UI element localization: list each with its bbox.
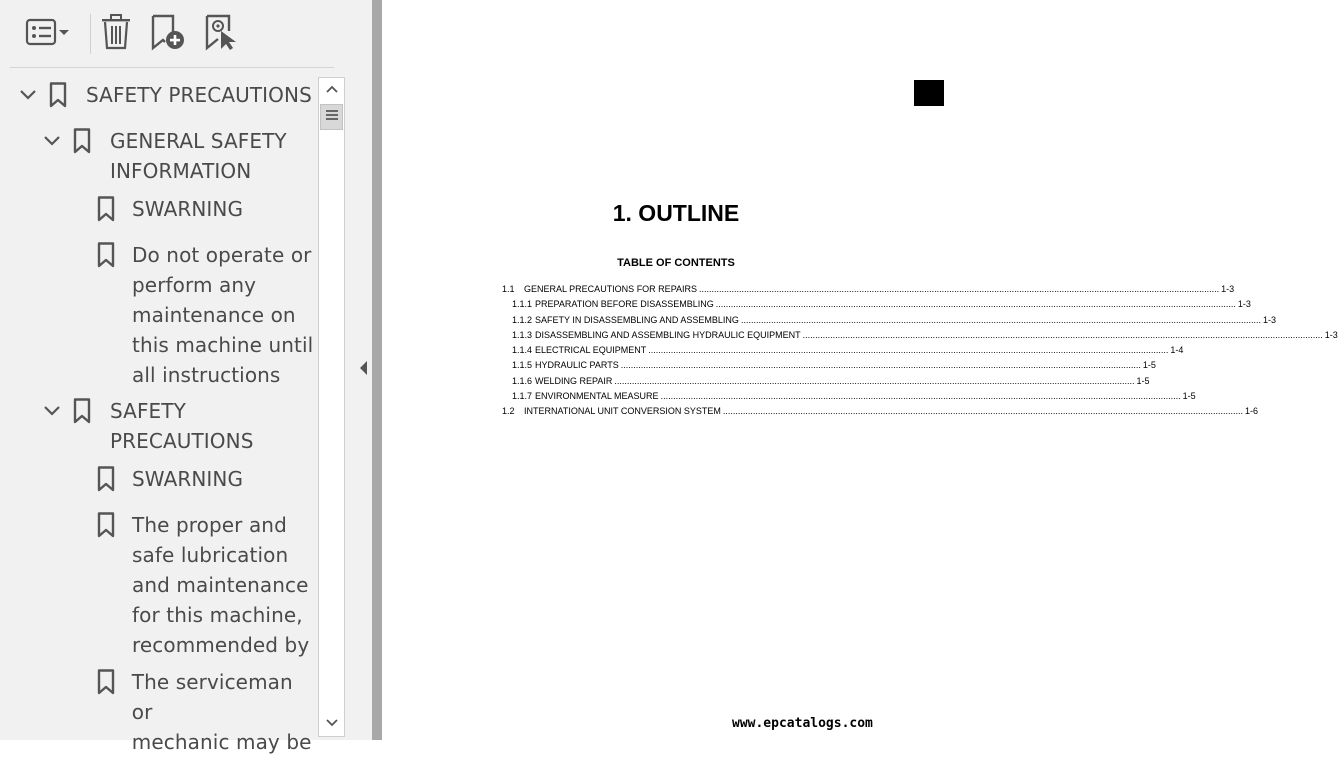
toc-entry[interactable]: 1.1.6 WELDING REPAIR ..... 1-5: [502, 376, 868, 391]
bookmark-tree: [0, 76, 318, 754]
grip-icon: [326, 108, 338, 126]
bookmark-icon: [96, 466, 116, 492]
bookmark-item[interactable]: [96, 242, 313, 390]
bookmark-icon: [72, 398, 92, 424]
bookmark-label: The serviceman or mechanic may be: [131, 670, 312, 754]
bookmark-label: Do not operate or perform any maintenance on this machine until all instructions: [132, 243, 314, 387]
toc-entry[interactable]: 1.1.1 PREPARATION BEFORE DISASSEMBLING ..... 1-3: [502, 299, 868, 314]
bookmark-add-icon: [149, 13, 187, 56]
bookmark-icon: [96, 512, 116, 538]
table-of-contents: [502, 284, 1338, 422]
collapse-left-icon: [359, 360, 369, 381]
bookmark-icon: [72, 128, 92, 154]
toc-leader-dots: [648, 345, 1168, 355]
bookmark-icon: [96, 242, 116, 268]
document-page: [382, 0, 1338, 740]
bookmark-item[interactable]: [18, 82, 312, 110]
bookmark-icon: [96, 196, 116, 222]
bookmark-label: SWARNING: [132, 467, 244, 491]
bookmark-label: SAFETY PRECAUTIONS: [110, 399, 254, 453]
bookmark-label: SAFETY PRECAUTIONS: [86, 83, 312, 107]
toc-entry[interactable]: 1.1.5 HYDRAULIC PARTS ..... 1-5: [502, 360, 868, 375]
bookmark-item[interactable]: [96, 466, 243, 494]
bookmark-item[interactable]: [96, 669, 318, 757]
list-options-icon: [25, 17, 71, 52]
bookmarks-panel: [0, 0, 356, 754]
toc-leader-dots: [614, 376, 1134, 386]
bookmarks-toolbar: [10, 2, 334, 68]
toc-leader-dots: [661, 391, 1181, 401]
bookmark-settings-icon: [203, 13, 241, 56]
new-bookmark-button[interactable]: [148, 14, 188, 54]
chevron-down-icon[interactable]: [42, 131, 62, 151]
page-edge-mark: [914, 80, 944, 106]
toc-leader-dots: [716, 299, 1236, 309]
trash-icon: [100, 13, 132, 56]
page-title: 1. OUTLINE: [612, 200, 740, 226]
chevron-up-icon: [325, 81, 339, 99]
toc-leader-dots: [699, 284, 1219, 294]
bookmark-settings-button[interactable]: [202, 14, 242, 54]
toc-heading: TABLE OF CONTENTS: [617, 257, 735, 269]
watermark: www.epcatalogs.com: [732, 716, 873, 731]
bookmark-item[interactable]: [42, 128, 287, 186]
toc-entry[interactable]: 1.1.4 ELECTRICAL EQUIPMENT ..... 1-4: [502, 345, 868, 360]
bookmark-label: GENERAL SAFETY INFORMATION: [110, 129, 287, 183]
chevron-down-icon[interactable]: [18, 85, 38, 105]
toc-entry[interactable]: 1.1 GENERAL PRECAUTIONS FOR REPAIRS ..... 1-3: [502, 284, 868, 299]
toolbar-separator: [90, 14, 91, 54]
chevron-down-icon[interactable]: [42, 401, 62, 421]
scroll-thumb[interactable]: [320, 104, 343, 130]
toc-leader-dots: [723, 406, 1243, 416]
bookmark-item[interactable]: [42, 398, 254, 456]
bookmark-icon: [96, 669, 116, 695]
options-menu-button[interactable]: [24, 14, 72, 54]
scroll-up-button[interactable]: [319, 78, 344, 102]
bookmark-label: The proper and safe lubrication and maintenance for this machine, recommended by: [132, 513, 310, 657]
bookmark-icon: [48, 82, 68, 108]
toc-entry[interactable]: 1.1.3 DISASSEMBLING AND ASSEMBLING HYDRAULIC EQUIPMENT ..... 1-3: [502, 330, 868, 345]
scroll-down-button[interactable]: [319, 712, 344, 736]
delete-bookmark-button[interactable]: [98, 14, 134, 54]
toc-leader-dots: [621, 360, 1141, 370]
bookmark-label: SWARNING: [132, 197, 244, 221]
toc-leader-dots: [741, 315, 1261, 325]
bookmark-item[interactable]: [96, 196, 243, 224]
toc-entry[interactable]: 1.1.7 ENVIRONMENTAL MEASURE ..... 1-5: [502, 391, 868, 406]
bookmark-item[interactable]: [96, 512, 309, 660]
panel-collapse-handle[interactable]: [356, 0, 372, 740]
bookmarks-scrollbar[interactable]: [318, 77, 345, 737]
toc-leader-dots: [803, 330, 1323, 340]
panel-divider[interactable]: [372, 0, 382, 740]
chevron-down-icon: [325, 715, 339, 733]
toc-entry[interactable]: 1.2 INTERNATIONAL UNIT CONVERSION SYSTEM ..... 1-6: [502, 406, 868, 421]
toc-entry[interactable]: 1.1.2 SAFETY IN DISASSEMBLING AND ASSEMBLING ..... 1-3: [502, 315, 868, 330]
